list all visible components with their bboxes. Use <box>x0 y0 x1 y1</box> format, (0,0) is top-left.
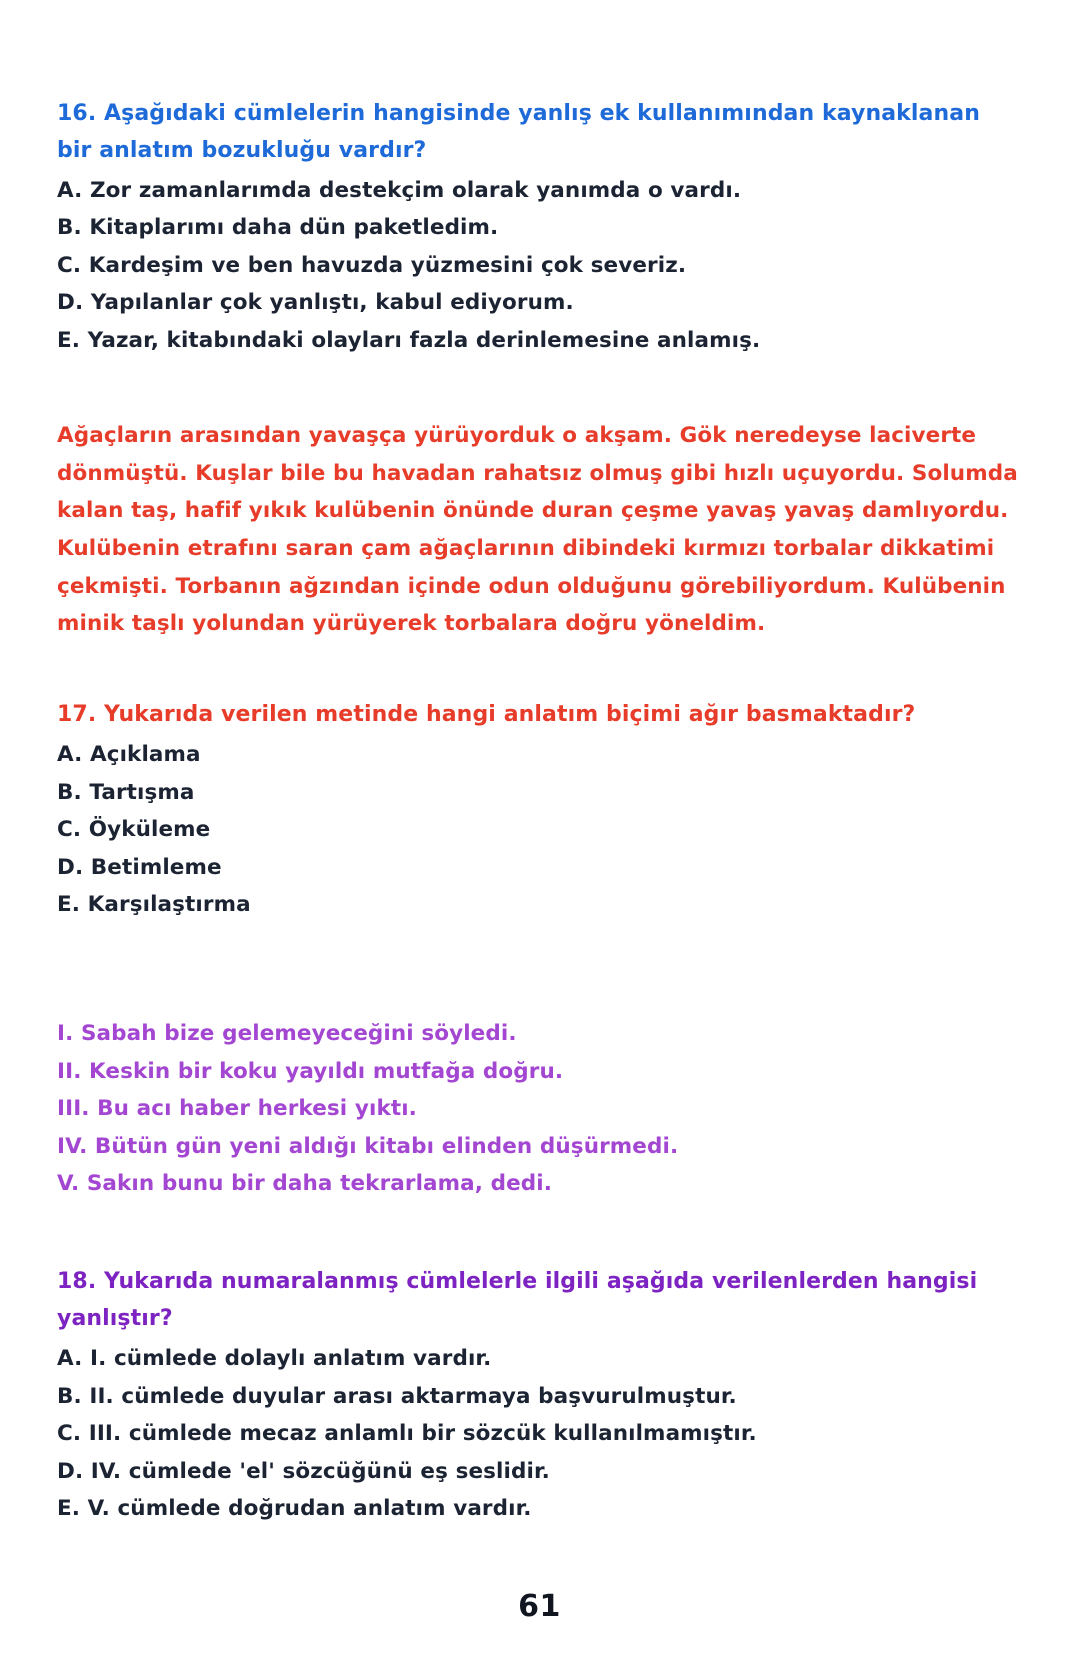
numbered-sentence-4: IV. Bütün gün yeni aldığı kitabı elinden düşürmedi. <box>57 1133 679 1159</box>
numbered-sentence-3: III. Bu acı haber herkesi yıktı. <box>57 1096 417 1122</box>
question-16-option-a: A. Zor zamanlarımda destekçim olarak yanımda o vardı. <box>57 178 742 204</box>
question-18 <box>57 1264 1022 1527</box>
question-17 <box>57 697 1022 924</box>
question-18-option-d: D. IV. cümlede 'el' sözcüğünü eş seslidir. <box>57 1458 550 1484</box>
question-16-option-c: C. Kardeşim ve ben havuzda yüzmesini çok severiz. <box>57 252 687 278</box>
question-18-option-a: A. I. cümlede dolaylı anlatım vardır. <box>57 1346 492 1372</box>
question-17-option-c: C. Öyküleme <box>57 817 211 843</box>
question-17-heading: 17. Yukarıda verilen metinde hangi anlatım biçimi ağır basmaktadır? <box>57 701 916 727</box>
question-17-option-e: E. Karşılaştırma <box>57 891 251 917</box>
numbered-sentence-2: II. Keskin bir koku yayıldı mutfağa doğru. <box>57 1058 564 1084</box>
question-16 <box>57 96 1022 359</box>
page-number: 61 <box>518 1589 561 1625</box>
question-16-option-e: E. Yazar, kitabındaki olayları fazla derinlemesine anlamış. <box>57 327 761 353</box>
question-18-option-b: B. II. cümlede duyular arası aktarmaya başvurulmuştur. <box>57 1383 737 1409</box>
question-17-option-a: A. Açıklama <box>57 742 201 768</box>
question-18-option-c: C. III. cümlede mecaz anlamlı bir sözcük kullanılmamıştır. <box>57 1421 757 1447</box>
question-16-option-b: B. Kitaplarımı daha dün paketledim. <box>57 215 499 241</box>
question-16-option-d: D. Yapılanlar çok yanlıştı, kabul ediyorum. <box>57 290 574 316</box>
question-17-option-d: D. Betimleme <box>57 854 222 880</box>
question-18-heading: 18. Yukarıda numaralanmış cümlelerle ilgili aşağıda verilenlerden hangisi yanlıştır? <box>57 1269 978 1331</box>
reading-passage: Ağaçların arasından yavaşça yürüyorduk o akşam. Gök neredeyse laciverte dönmüştü. Kuşlar bile bu havadan rahatsız olmuş gibi hızlı uçuyordu. Solumda kalan taş, hafif yıkık kulübenin önünde duran çeşme yavaş yavaş damlıyordu. Kulübenin etrafını saran çam ağaçlarının dibindeki kırmızı torbalar dikkatimi çekmişti. Torbanın ağzından içinde odun olduğunu görebiliyordum. Kulübenin minik taşlı yolundan yürüyerek torbalara doğru yöneldim. <box>57 423 1018 637</box>
question-16-heading: 16. Aşağıdaki cümlelerin hangisinde yanlış ek kullanımından kaynaklanan bir anlatım bozukluğu vardır? <box>57 101 980 163</box>
numbered-sentences <box>57 1015 1022 1202</box>
question-18-option-e: E. V. cümlede doğrudan anlatım vardır. <box>57 1496 532 1522</box>
question-17-option-b: B. Tartışma <box>57 779 195 805</box>
numbered-sentence-5: V. Sakın bunu bir daha tekrarlama, dedi. <box>57 1170 553 1196</box>
numbered-sentence-1: I. Sabah bize gelemeyeceğini söyledi. <box>57 1021 517 1047</box>
